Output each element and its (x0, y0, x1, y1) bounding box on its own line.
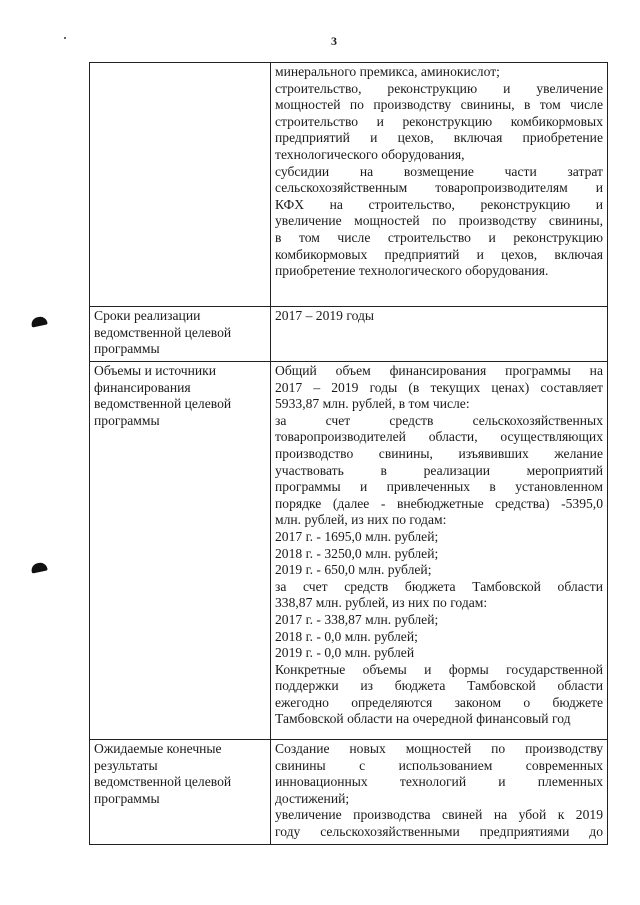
text-line: 2019 г. - 650,0 млн. рублей; (275, 562, 432, 578)
label-line: финансирования (94, 379, 191, 395)
activities-cell (271, 63, 608, 307)
row-label-empty (90, 63, 271, 307)
label-line: Объемы и источники (94, 363, 217, 378)
label-line: ведомственной целевой (94, 396, 232, 412)
text-line: Общий объем финансирования программы на (275, 363, 603, 378)
text-line: 2017 г. - 338,87 млн. рублей; (275, 611, 439, 627)
text-line: году сельскохозяйственными предприятиями до (275, 823, 603, 839)
table-row (90, 307, 608, 362)
text-line: поддержки из бюджета Тамбовской области (275, 678, 603, 694)
program-passport-table (89, 62, 608, 845)
label-line: программы (94, 412, 160, 428)
text-line: 338,87 млн. рублей, из них по годам: (275, 595, 488, 611)
text-line: 2019 г. - 0,0 млн. рублей (275, 645, 415, 661)
text-line: Создание новых мощностей по производству (275, 741, 603, 756)
text-line: программы и привлеченных в установленном (275, 479, 603, 495)
text-line: 2017 – 2019 годы (в текущих ценах) составляет (275, 379, 603, 395)
label-line: Ожидаемые конечные (94, 741, 222, 756)
text-line: за счет средств сельскохозяйственных (275, 412, 603, 428)
text-line: товаропроизводителей области, осуществляющих (275, 429, 603, 445)
text-line: свинины с использованием современных (275, 757, 603, 773)
text-line: за счет средств бюджета Тамбовской области (275, 578, 603, 594)
text-line: Конкретные объемы и формы государственной (275, 661, 603, 677)
text-line: строительство, реконструкцию и увеличение (275, 80, 603, 96)
label-line: программы (94, 341, 160, 357)
text-line: достижений; (275, 790, 350, 806)
table-row (90, 362, 608, 740)
results-label (90, 740, 271, 845)
text-line: 2017 г. - 1695,0 млн. рублей; (275, 528, 439, 544)
scan-speck (64, 37, 66, 39)
text-line: строительство и реконструкцию комбикормовых (275, 113, 603, 129)
label-line: программы (94, 790, 160, 806)
text-line: 2018 г. - 3250,0 млн. рублей; (275, 545, 439, 561)
text-line: млн. рублей, из них по годам: (275, 512, 447, 528)
label-line: ведомственной целевой (94, 774, 232, 790)
label-line: результаты (94, 757, 158, 773)
label-line: Сроки реализации (94, 308, 201, 323)
terms-label (90, 307, 271, 362)
text-line: субсидии на возмещение части затрат (275, 163, 603, 179)
text-line: комбикормовых предприятий и цехов, включая (275, 246, 603, 262)
table-row (90, 740, 608, 845)
text-line: 5933,87 млн. рублей, в том числе: (275, 396, 470, 412)
punch-hole-mark (30, 315, 48, 327)
page-number: 3 (331, 34, 337, 48)
funding-label (90, 362, 271, 740)
text-line: в том числе строительство и реконструкцию (275, 229, 603, 245)
label-line: ведомственной целевой (94, 324, 232, 340)
text-line: 2017 – 2019 годы (275, 308, 375, 323)
text-line: КФХ на строительство, реконструкцию и (275, 196, 603, 212)
text-line: 2018 г. - 0,0 млн. рублей; (275, 628, 418, 644)
text-line: участвовать в реализации мероприятий (275, 462, 603, 478)
text-line: увеличение производства свиней на убой к 2019 (275, 807, 603, 823)
results-value (271, 740, 608, 845)
text-line: минерального премикса, аминокислот; (275, 64, 500, 79)
text-line: Тамбовской области на очередной финансовый год (275, 711, 571, 727)
text-line: технологического оборудования, (275, 146, 465, 162)
text-line: порядке (далее - внебюджетные средства) -5395,0 (275, 495, 603, 511)
text-line: сельскохозяйственным товаропроизводителям и (275, 180, 603, 196)
terms-value (271, 307, 608, 362)
text-line: инновационных технологий и племенных (275, 774, 603, 790)
text-line: ежегодно определяются законом о бюджете (275, 694, 603, 710)
text-line: увеличение мощностей по производству свинины, (275, 213, 603, 229)
punch-hole-mark (30, 561, 48, 573)
funding-value (271, 362, 608, 740)
text-line: приобретение технологического оборудования. (275, 263, 549, 279)
text-line: производство свинины, изъявивших желание (275, 445, 603, 461)
text-line: мощностей по производству свинины, в том числе (275, 97, 603, 113)
text-line: предприятий и цехов, включая приобретение (275, 130, 603, 146)
table-row (90, 63, 608, 307)
